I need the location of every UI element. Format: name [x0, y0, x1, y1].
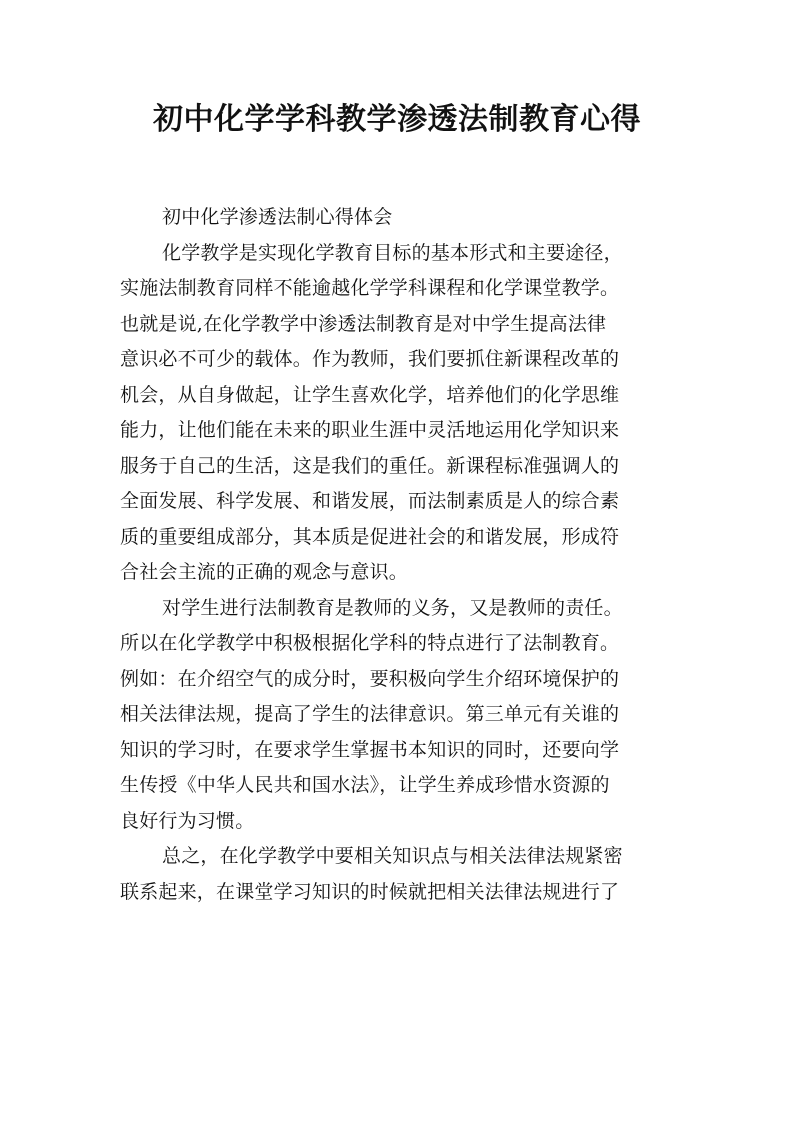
paragraph-line: 化学教学是实现化学教育目标的基本形式和主要途径，: [162, 241, 623, 264]
paragraph-line: 相关法律法规，提高了学生的法律意识。第三单元有关谁的: [120, 703, 620, 725]
paragraph-line: 总之，在化学教学中要相关知识点与相关法律法规紧密: [162, 845, 623, 867]
paragraph-line: 知识的学习时，在要求学生掌握书本知识的同时，还要向学: [120, 738, 620, 761]
paragraph-line: 例如：在介绍空气的成分时，要积极向学生介绍环境保护的: [120, 667, 620, 690]
paragraph-line: 对学生进行法制教育是教师的义务，又是教师的责任。: [162, 596, 623, 619]
paragraph-line: 所以在化学教学中积极根据化学科的特点进行了法制教育。: [120, 632, 620, 654]
paragraph-line: 意识必不可少的载体。作为教师，我们要抓住新课程改革的: [120, 348, 620, 370]
document-title: 初中化学学科教学渗透法制教育心得: [153, 102, 641, 137]
paragraph-line: 质的重要组成部分，其本质是促进社会的和谐发展，形成符: [120, 525, 620, 548]
paragraph-line: 实施法制教育同样不能逾越化学学科课程和化学课堂教学。: [120, 277, 620, 299]
paragraph-line: 机会，从自身做起，让学生喜欢化学，培养他们的化学思维: [120, 383, 620, 406]
paragraph-line: 联系起来，在课堂学习知识的时候就把相关法律法规进行了: [120, 880, 620, 903]
paragraph-line: 良好行为习惯。: [120, 809, 255, 832]
document-body: [120, 200, 680, 910]
paragraph-line: 生传授《中华人民共和国水法》，让学生养成珍惜水资源的: [120, 774, 610, 796]
paragraph-line: 能力，让他们能在未来的职业生涯中灵活地运用化学知识来: [120, 419, 620, 441]
subtitle-line: 初中化学渗透法制心得体会: [162, 206, 393, 228]
paragraph-line: 也就是说,在化学教学中渗透法制教育是对中学生提高法律: [120, 312, 607, 335]
paragraph-line: 全面发展、科学发展、和谐发展，而法制素质是人的综合素: [120, 490, 620, 512]
paragraph-line: 合社会主流的正确的观念与意识。: [120, 561, 409, 583]
paragraph-line: 服务于自己的生活，这是我们的重任。新课程标准强调人的: [120, 454, 620, 477]
